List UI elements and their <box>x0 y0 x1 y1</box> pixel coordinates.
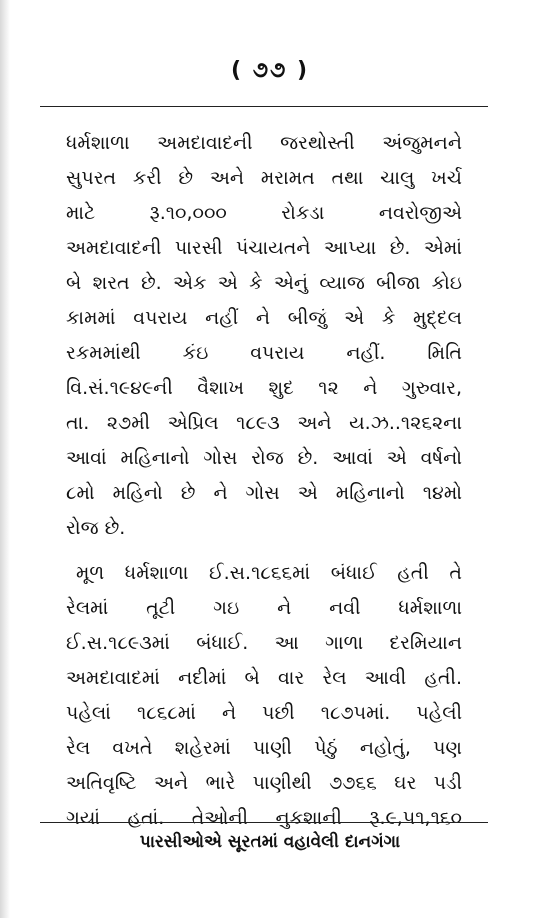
text-line: આવાં મહિનાનો ગોસ રોજ છે. આવાં એ વર્ષનો <box>66 447 462 469</box>
text-line: મૂળ ધર્મશાળા ઈ.સ.૧૮૬૬માં બંધાઈ હતી તે <box>76 562 462 584</box>
header-rule <box>40 106 488 107</box>
footer-rule <box>40 822 488 823</box>
text-line: ધર્મશાળા અમદાવાદની જરથોસ્તી અંજુમનને <box>66 132 462 154</box>
text-line: બે શરત છે. એક એ કે એનું વ્યાજ બીજા કોઇ <box>66 272 462 294</box>
text-line: ગયાં હતાં. તેઓની નુકશાની રૂ.૯,૫૧,૧૬૦ <box>66 807 462 829</box>
text-line: સુપરત કરી છે અને મરામત તથા ચાલુ ખર્ચ <box>66 167 462 189</box>
body-text <box>66 126 462 836</box>
text-line: અતિવૃષ્ટિ અને ભારે પાણીથી ૭૭૬૬ ઘર પડી <box>66 772 462 794</box>
text-line: અમદાવાદમાં નદીમાં બે વાર રેલ આવી હતી. <box>66 667 462 689</box>
text-line: તા. ૨૭મી એપ્રિલ ૧૮૯૩ અને ય.ઝ..૧૨૬૨ના <box>66 412 462 434</box>
running-footer-title: પારસીઓએ સૂરતમાં વહાવેલી દાનગંગા <box>139 832 401 852</box>
text-line: રેલમાં તૂટી ગઇ ને નવી ધર્મશાળા <box>66 597 462 619</box>
text-line: કામમાં વપરાય નહીં ને બીજું એ કે મુદ્દલ <box>66 307 462 329</box>
text-line: ૮મો મહિનો છે ને ગોસ એ મહિનાનો ૧૪મો <box>66 482 462 504</box>
text-line: ઈ.સ.૧૮૯૩માં બંધાઈ. આ ગાળા દરમિયાન <box>66 632 462 654</box>
text-line: રોજ છે. <box>66 517 126 539</box>
paragraph-1 <box>66 126 462 546</box>
text-line: માટે રૂ.૧૦,૦૦૦ રોકડા નવરોજીએ <box>66 202 462 224</box>
page-number: ( ૭૭ ) <box>230 58 309 83</box>
text-line: રેલ વખતે શહેરમાં પાણી પેઠું નહોતું, પણ <box>66 737 462 759</box>
text-line: વિ.સં.૧૯૪૯ની વૈશાખ શુદ ૧૨ ને ગુરુવાર, <box>66 377 462 399</box>
page-edge-shadow <box>0 0 10 918</box>
text-line: પહેલાં ૧૮૬૮માં ને પછી ૧૮૭૫માં. પહેલી <box>66 702 462 724</box>
text-line: રકમમાંથી કંઇ વપરાય નહીં. મિતિ <box>66 342 462 364</box>
paragraph-2 <box>66 556 462 836</box>
text-line: અમદાવાદની પારસી પંચાયતને આપ્યા છે. એમાં <box>66 237 462 259</box>
